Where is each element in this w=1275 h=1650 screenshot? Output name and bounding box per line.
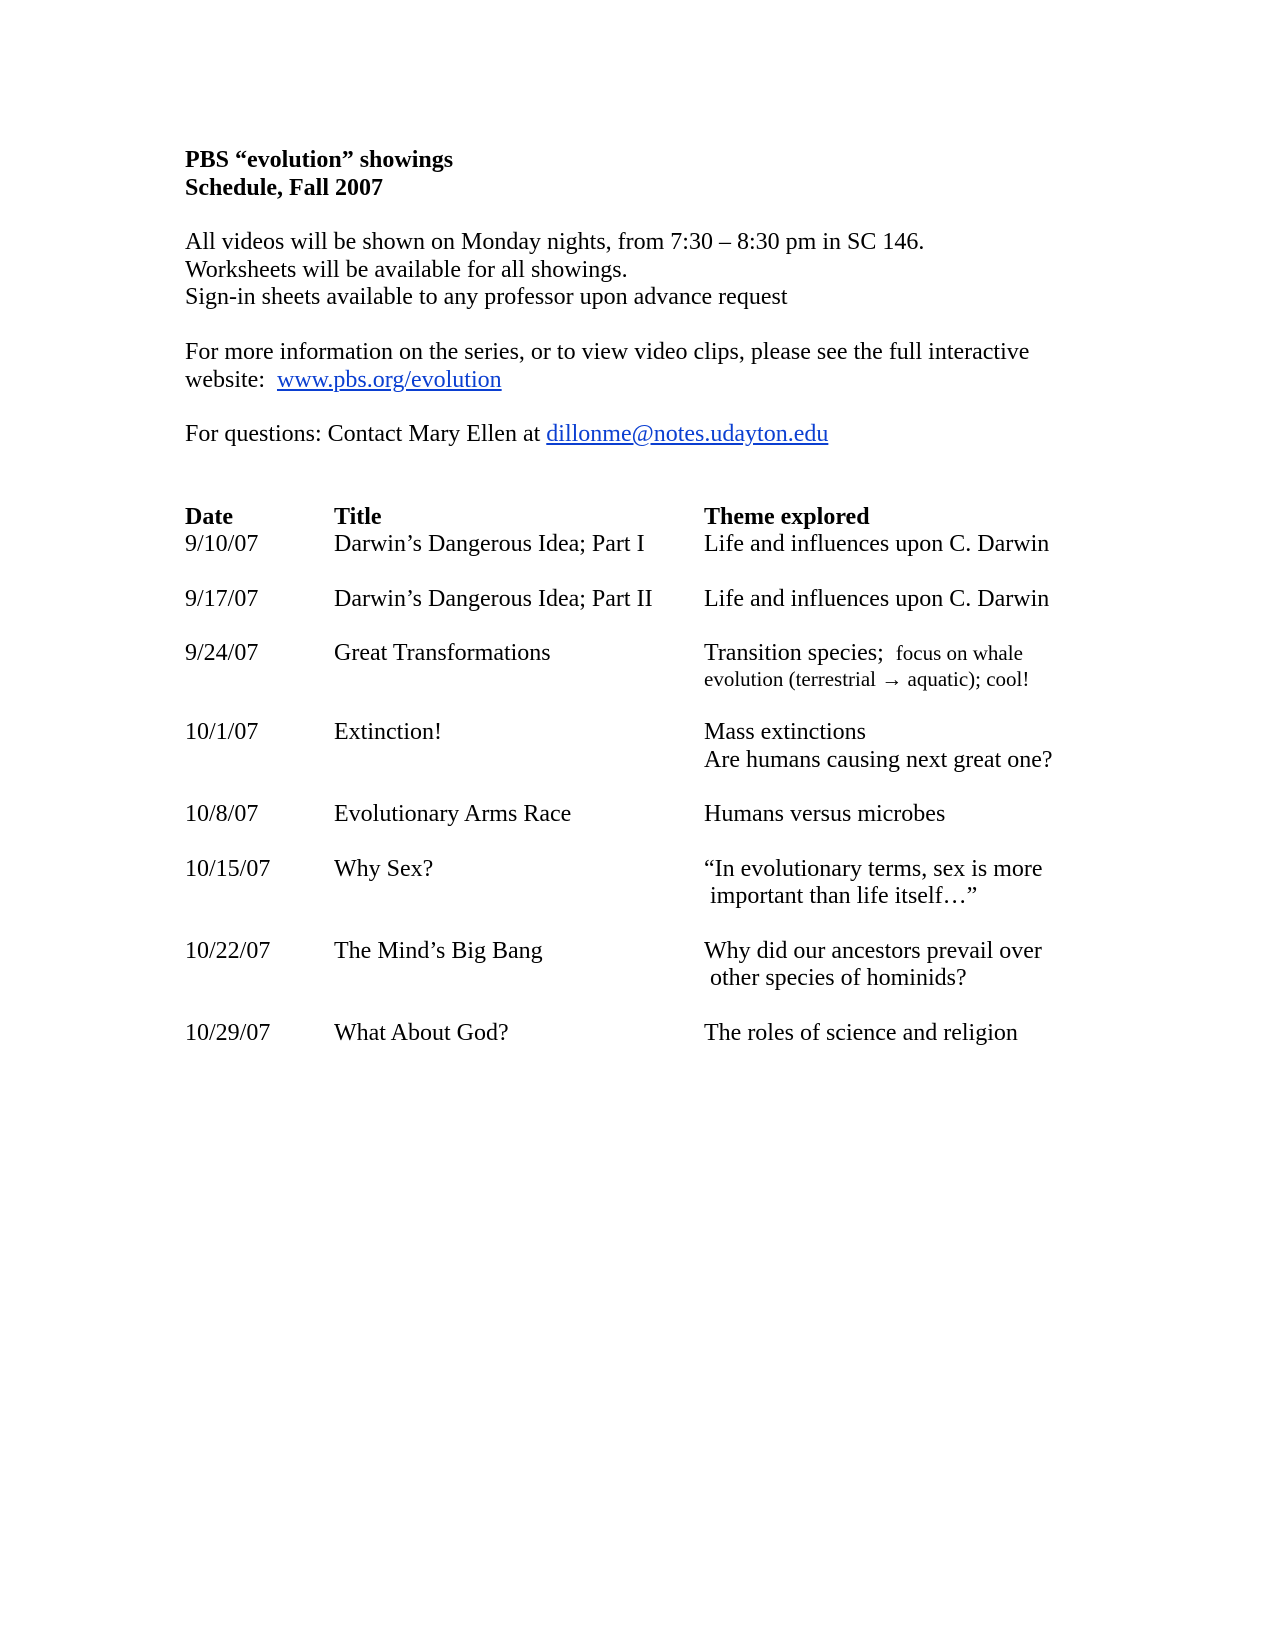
header-date: Date — [185, 504, 233, 530]
row-theme: Mass extinctions — [704, 719, 866, 745]
row-date: 10/15/07 — [185, 856, 271, 882]
row-theme: Why did our ancestors prevail over — [704, 938, 1042, 964]
row-theme: Humans versus microbes — [704, 801, 946, 827]
more-info-line: For more information on the series, or to view video clips, please see the full interactive — [185, 339, 1030, 365]
info-line-worksheets: Worksheets will be available for all showings. — [185, 257, 628, 283]
info-line-signin: Sign-in sheets available to any professor upon advance request — [185, 284, 788, 310]
row-date: 10/29/07 — [185, 1020, 271, 1046]
row-theme-part-a: Transition species; — [704, 640, 884, 666]
row-title: Darwin’s Dangerous Idea; Part I — [334, 531, 645, 557]
row-date: 10/1/07 — [185, 719, 259, 745]
row-title: Evolutionary Arms Race — [334, 801, 572, 827]
row-theme-part-b: focus on whale — [895, 641, 1023, 665]
row-date: 9/24/07 — [185, 640, 259, 666]
row-date: 10/22/07 — [185, 938, 271, 964]
header-theme: Theme explored — [704, 504, 870, 530]
row-theme: Life and influences upon C. Darwin — [704, 531, 1050, 557]
contact-line — [185, 420, 828, 448]
row-theme: The roles of science and religion — [704, 1020, 1018, 1046]
row-date: 10/8/07 — [185, 801, 259, 827]
row-theme: Life and influences upon C. Darwin — [704, 586, 1050, 612]
info-line-schedule: All videos will be shown on Monday nights, from 7:30 – 8:30 pm in SC 146. — [185, 229, 925, 255]
website-label: website: — [185, 367, 265, 393]
row-theme: “In evolutionary terms, sex is more — [704, 856, 1043, 882]
email-link[interactable]: dillonme@notes.udayton.edu — [546, 421, 829, 447]
row-date: 9/10/07 — [185, 531, 259, 557]
row-title: What About God? — [334, 1020, 509, 1046]
document-title: PBS “evolution” showings — [185, 147, 454, 173]
row-theme-line2: important than life itself…” — [710, 883, 978, 909]
row-title: Darwin’s Dangerous Idea; Part II — [334, 586, 653, 612]
row-title: The Mind’s Big Bang — [334, 938, 543, 964]
contact-label: For questions: Contact Mary Ellen at — [185, 421, 541, 447]
website-link[interactable]: www.pbs.org/evolution — [276, 367, 502, 393]
row-theme-line2: Are humans causing next great one? — [704, 747, 1053, 773]
header-title: Title — [334, 504, 382, 530]
row-date: 9/17/07 — [185, 586, 259, 612]
row-title: Great Transformations — [334, 640, 551, 666]
row-theme — [704, 639, 1023, 667]
row-title: Why Sex? — [334, 856, 434, 882]
row-theme-line2: other species of hominids? — [710, 965, 967, 991]
row-title: Extinction! — [334, 719, 442, 745]
website-line — [185, 366, 502, 394]
row-theme-line2: evolution (terrestrial → aquatic); cool! — [704, 667, 1030, 691]
document-subtitle: Schedule, Fall 2007 — [185, 175, 384, 201]
